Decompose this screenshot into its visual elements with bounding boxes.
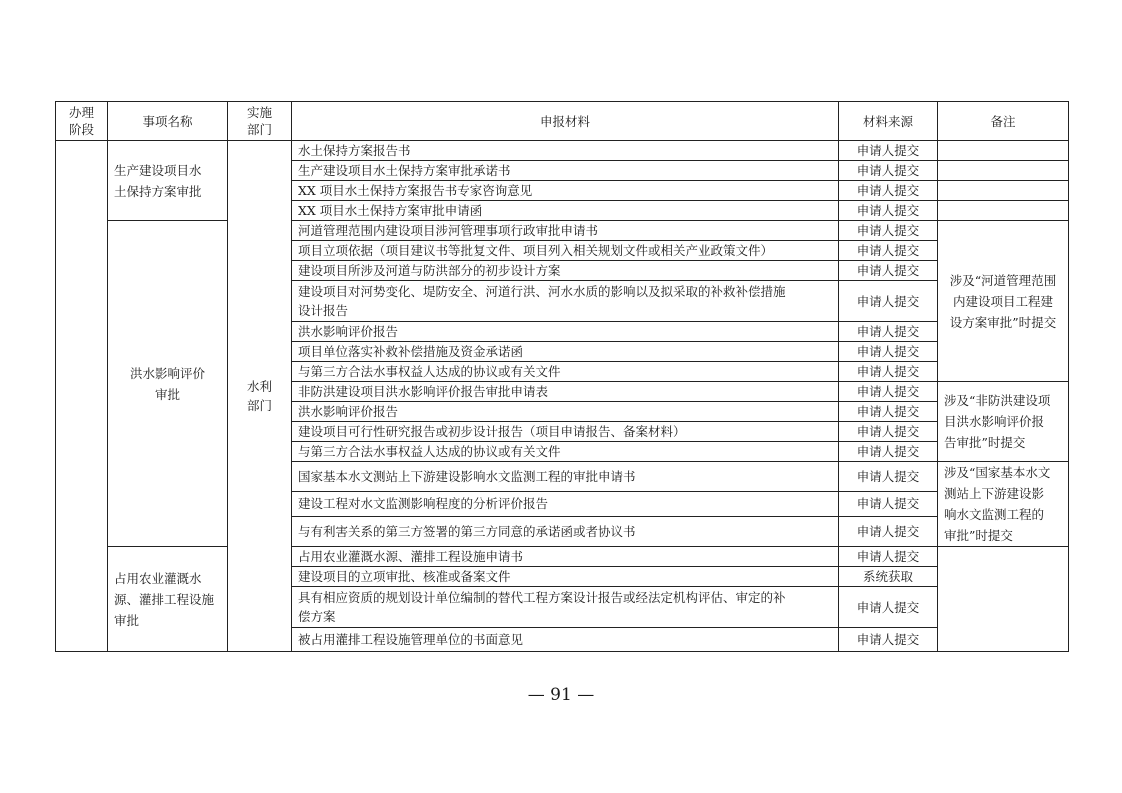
page-number: — 91 — bbox=[527, 685, 595, 705]
note-cell bbox=[938, 141, 1069, 161]
material-cell: 建设项目的立项审批、核准或备案文件 bbox=[292, 567, 839, 587]
material-cell: XX 项目水土保持方案审批申请函 bbox=[292, 201, 839, 221]
source-cell: 申请人提交 bbox=[839, 161, 938, 181]
material-cell: 与第三方合法水事权益人达成的协议或有关文件 bbox=[292, 362, 839, 382]
material-cell: 具有相应资质的规划设计单位编制的替代工程方案设计报告或经法定机构评估、审定的补 偿方案 bbox=[292, 587, 839, 628]
material-cell: 河道管理范围内建设项目涉河管理事项行政审批申请书 bbox=[292, 221, 839, 241]
source-cell: 申请人提交 bbox=[839, 547, 938, 567]
source-cell: 申请人提交 bbox=[839, 362, 938, 382]
approval-materials-table bbox=[55, 101, 1069, 652]
note-hydrology-station: 涉及“国家基本水文 测站上下游建设影 响水文监测工程的 审批”时提交 bbox=[938, 462, 1069, 547]
header-source: 材料来源 bbox=[839, 102, 938, 141]
source-cell: 申请人提交 bbox=[839, 201, 938, 221]
source-cell: 申请人提交 bbox=[839, 442, 938, 462]
material-cell: 建设项目可行性研究报告或初步设计报告（项目申请报告、备案材料） bbox=[292, 422, 839, 442]
material-cell: 与有利害关系的第三方签署的第三方同意的承诺函或者协议书 bbox=[292, 516, 839, 546]
material-cell: 非防洪建设项目洪水影响评价报告审批申请表 bbox=[292, 382, 839, 402]
source-cell: 申请人提交 bbox=[839, 587, 938, 628]
material-cell: 被占用灌排工程设施管理单位的书面意见 bbox=[292, 628, 839, 652]
note-river-management: 涉及“河道管理范围 内建设项目工程建 设方案审批”时提交 bbox=[938, 221, 1069, 382]
material-cell: 建设项目对河势变化、堤防安全、河道行洪、河水水质的影响以及拟采取的补救补偿措施 设计报告 bbox=[292, 281, 839, 322]
note-cell bbox=[938, 161, 1069, 181]
item-name-irrigation: 占用农业灌溉水 源、灌排工程设施 审批 bbox=[108, 547, 228, 652]
source-cell: 申请人提交 bbox=[839, 492, 938, 517]
item-name-soil-conservation: 生产建设项目水 土保持方案审批 bbox=[108, 141, 228, 221]
dept-cell: 水利 部门 bbox=[228, 141, 292, 652]
header-item-name: 事项名称 bbox=[108, 102, 228, 141]
source-cell: 申请人提交 bbox=[839, 382, 938, 402]
source-cell: 申请人提交 bbox=[839, 261, 938, 281]
table-row bbox=[56, 141, 1069, 161]
table-row bbox=[56, 547, 1069, 567]
material-cell: 占用农业灌溉水源、灌排工程设施申请书 bbox=[292, 547, 839, 567]
material-cell: 水土保持方案报告书 bbox=[292, 141, 839, 161]
item-name-flood-impact: 洪水影响评价 审批 bbox=[108, 221, 228, 547]
material-cell: 建设工程对水文监测影响程度的分析评价报告 bbox=[292, 492, 839, 517]
source-cell: 申请人提交 bbox=[839, 342, 938, 362]
source-cell: 申请人提交 bbox=[839, 281, 938, 322]
material-cell: 项目立项依据（项目建议书等批复文件、项目列入相关规划文件或相关产业政策文件） bbox=[292, 241, 839, 261]
table-header-row bbox=[56, 102, 1069, 141]
source-cell: 申请人提交 bbox=[839, 241, 938, 261]
note-cell bbox=[938, 547, 1069, 652]
material-cell: XX 项目水土保持方案报告书专家咨询意见 bbox=[292, 181, 839, 201]
material-cell: 建设项目所涉及河道与防洪部分的初步设计方案 bbox=[292, 261, 839, 281]
material-cell: 洪水影响评价报告 bbox=[292, 322, 839, 342]
material-cell: 洪水影响评价报告 bbox=[292, 402, 839, 422]
header-materials: 申报材料 bbox=[292, 102, 839, 141]
note-non-flood-project: 涉及“非防洪建设项 目洪水影响评价报 告审批”时提交 bbox=[938, 382, 1069, 462]
material-cell: 与第三方合法水事权益人达成的协议或有关文件 bbox=[292, 442, 839, 462]
source-cell: 申请人提交 bbox=[839, 141, 938, 161]
source-cell: 申请人提交 bbox=[839, 322, 938, 342]
source-cell: 系统获取 bbox=[839, 567, 938, 587]
stage-cell bbox=[56, 141, 108, 652]
material-cell: 国家基本水文测站上下游建设影响水文监测工程的审批申请书 bbox=[292, 462, 839, 492]
note-cell bbox=[938, 201, 1069, 221]
source-cell: 申请人提交 bbox=[839, 181, 938, 201]
source-cell: 申请人提交 bbox=[839, 422, 938, 442]
header-note: 备注 bbox=[938, 102, 1069, 141]
material-cell: 生产建设项目水土保持方案审批承诺书 bbox=[292, 161, 839, 181]
source-cell: 申请人提交 bbox=[839, 402, 938, 422]
source-cell: 申请人提交 bbox=[839, 628, 938, 652]
header-stage: 办理 阶段 bbox=[56, 102, 108, 141]
source-cell: 申请人提交 bbox=[839, 221, 938, 241]
table-row bbox=[56, 221, 1069, 241]
material-cell: 项目单位落实补救补偿措施及资金承诺函 bbox=[292, 342, 839, 362]
header-dept: 实施 部门 bbox=[228, 102, 292, 141]
note-cell bbox=[938, 181, 1069, 201]
source-cell: 申请人提交 bbox=[839, 516, 938, 546]
source-cell: 申请人提交 bbox=[839, 462, 938, 492]
